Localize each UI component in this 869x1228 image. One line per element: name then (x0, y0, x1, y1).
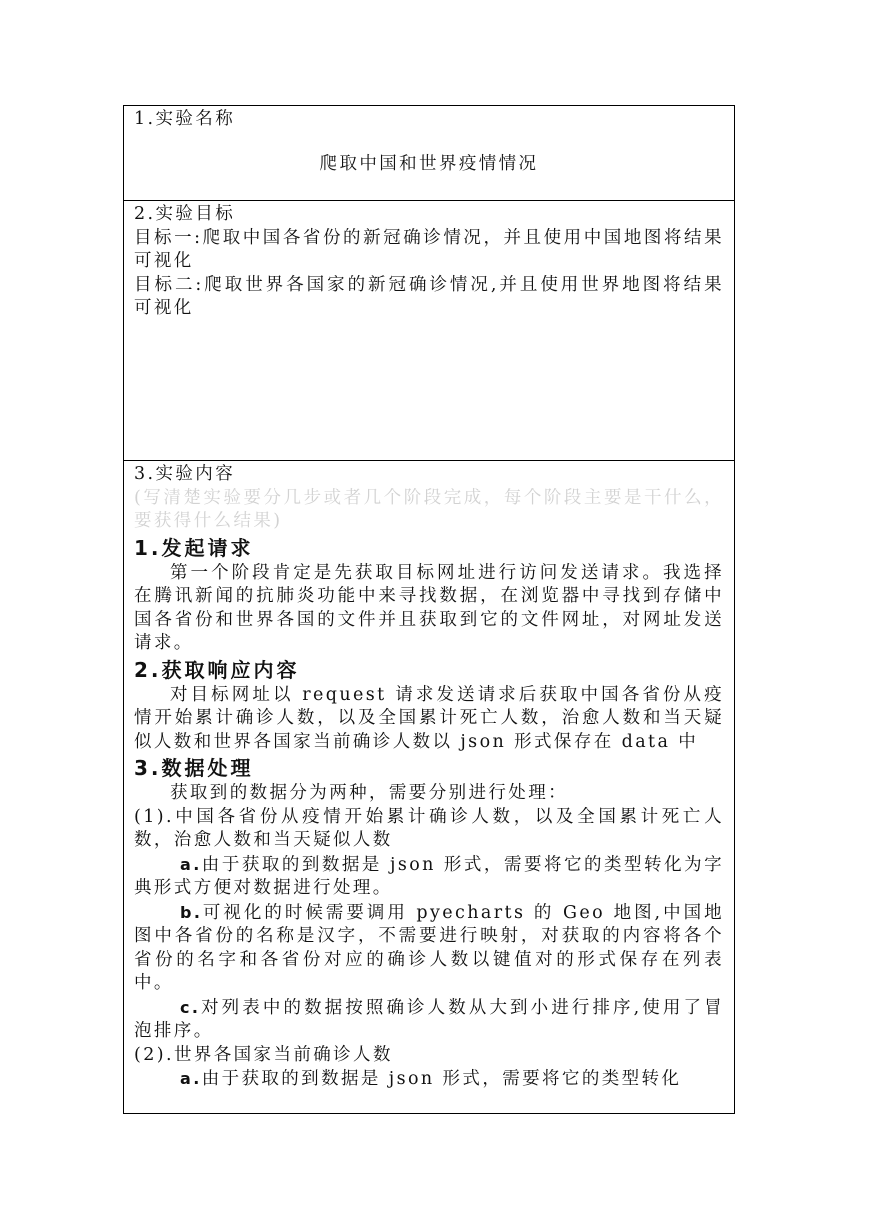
process-part1-item-a (134, 853, 724, 901)
item-letter-a: a. (180, 1069, 202, 1088)
step-response-text: 对目标网址以 request 请求发送请求后获取中国各省份从疫情开始累计确诊人数，以及全国累计死亡人数，治愈人数和当天疑似人数和世界各国家当前确诊人数以 json 形式保存在 data 中 (134, 684, 724, 752)
experiment-goal-label: 2.实验目标 (134, 204, 236, 224)
item-text: 由于获取的到数据是 json 形式，需要将它的类型转化 (201, 1069, 682, 1089)
item-letter-c: c. (180, 997, 201, 1017)
process-part1-item-c (134, 996, 724, 1044)
process-part1-title: (1).中国各省份从疫情开始累计确诊人数，以及全国累计死亡人数，治愈人数和当天疑似人数 (134, 806, 724, 850)
goal-one: 目标一:爬取中国各省份的新冠确诊情况，并且使用中国地图将结果可视化 (134, 227, 724, 271)
experiment-name-cell (124, 106, 734, 201)
report-table (123, 105, 735, 1114)
item-text: 由于获取的到数据是 json 形式，需要将它的类型转化为字典形式方便对数据进行处理。 (134, 854, 724, 898)
item-text: 可视化的时候需要调用 pyecharts 的 Geo 地图,中国地图中各省份的名称是汉字，不需要进行映射，对获取的内容将各个省份的名字和各省份对应的确诊人数以键值对的形式保存在列表中。 (134, 902, 724, 993)
experiment-title: 爬取中国和世界疫情情况 (319, 153, 539, 174)
process-part1-item-b (134, 901, 724, 996)
process-part2-title: (2).世界各国家当前确诊人数 (134, 1044, 393, 1065)
step-process-intro: 获取到的数据分为两种，需要分别进行处理： (170, 783, 568, 803)
item-letter-b: b. (180, 902, 203, 922)
goal-two: 目标二:爬取世界各国家的新冠确诊情况,并且使用世界地图将结果可视化 (134, 274, 724, 318)
item-letter-a: a. (180, 854, 202, 874)
content-hint: (写清楚实验要分几步或者几个阶段完成，每个阶段主要是干什么，要获得什么结果) (134, 487, 724, 531)
item-text: 对列表中的数据按照确诊人数从大到小进行排序,使用了冒泡排序。 (134, 997, 724, 1041)
experiment-content-label: 3.实验内容 (134, 464, 236, 484)
step-response-heading: 2.获取响应内容 (134, 657, 300, 682)
experiment-name-label: 1.实验名称 (134, 109, 236, 129)
process-part2-item-a (134, 1067, 724, 1092)
step-process-heading: 3.数据处理 (134, 756, 254, 780)
step-request-heading: 1.发起请求 (134, 535, 254, 560)
experiment-content-cell (124, 461, 734, 1113)
step-request-text: 第一个阶段肯定是先获取目标网址进行访问发送请求。我选择在腾讯新闻的抗肺炎功能中来寻找数据，在浏览器中寻找到存储中国各省份和世界各国的文件并且获取到它的文件网址，对网址发送请求。 (134, 562, 724, 653)
experiment-goal-cell (124, 201, 734, 461)
